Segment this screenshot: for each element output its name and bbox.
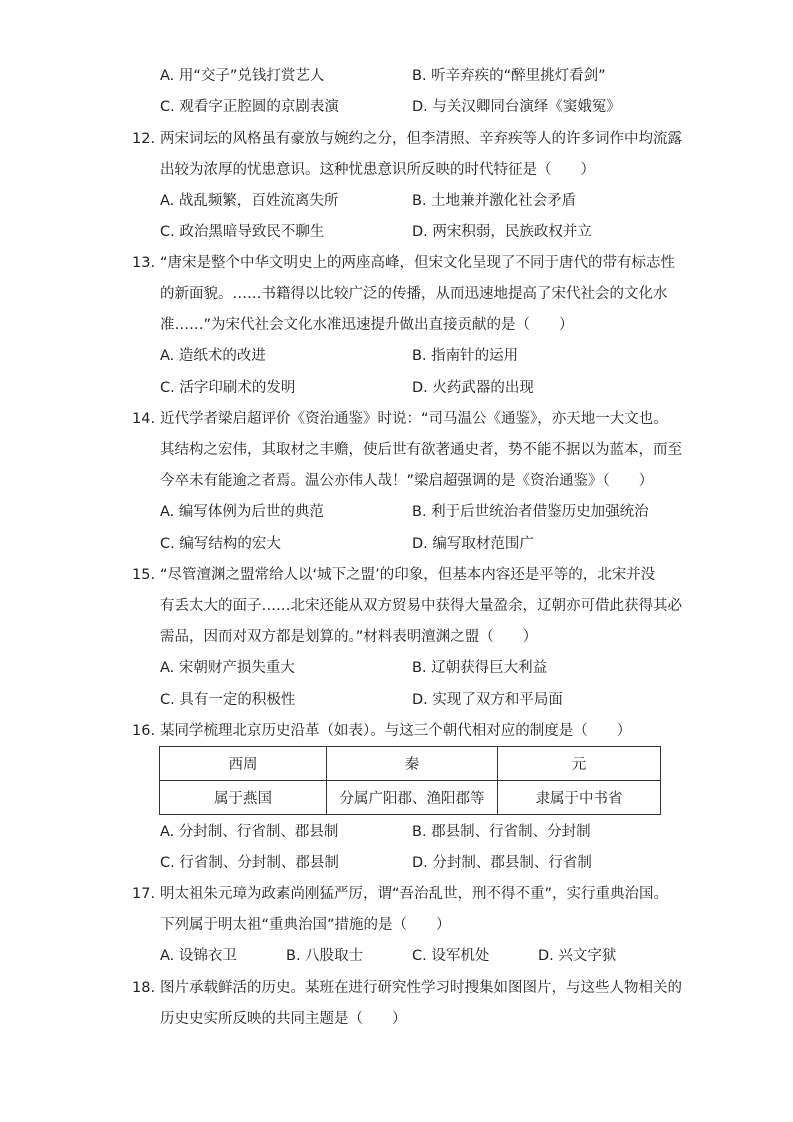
q11-option-a: A. 用“交子”兑钱打赏艺人	[160, 68, 325, 84]
q12-number: 12.	[132, 131, 156, 147]
q12-option-a: A. 战乱频繁，百姓流离失所	[160, 193, 339, 209]
table-cell: 隶属于中书省	[498, 781, 661, 815]
q11-option-b: B. 听辛弃疾的“醉里挑灯看剑”	[412, 68, 606, 84]
q15-number: 15.	[132, 567, 156, 583]
q17-option-c: C. 设军机处	[412, 948, 490, 964]
q17-option-a: A. 设锦衣卫	[160, 948, 237, 964]
q15-stem-line-2: 有丢太大的面子……北宋还能从双方贸易中获得大量盈余，辽朝亦可借此获得其必	[160, 598, 682, 614]
q14-stem-line-2: 其结构之宏伟，其取材之丰赡，使后世有欲著通史者，势不能不据以为蓝本，而至	[160, 442, 682, 458]
q14-option-d: D. 编写取材范围广	[412, 536, 534, 552]
q12-option-c: C. 政治黑暗导致民不聊生	[160, 224, 325, 240]
q15-stem-line-1: “尽管澶渊之盟常给人以‘城下之盟’的印象，但基本内容还是平等的，北宋并没	[160, 567, 656, 583]
q12-stem-line-1: 两宋词坛的风格虽有豪放与婉约之分，但李清照、辛弃疾等人的许多词作中均流露	[160, 131, 682, 147]
q14-option-b: B. 利于后世统治者借鉴历史加强统治	[412, 504, 649, 520]
q15-option-c: C. 具有一定的积极性	[160, 692, 296, 708]
q13-option-a: A. 造纸术的改进	[160, 348, 266, 364]
q17-number: 17.	[132, 886, 156, 902]
q13-stem-line-2: 的新面貌。……书籍得以比较广泛的传播，从而迅速地提高了宋代社会的文化水	[160, 286, 668, 302]
q13-stem-line-3: 准……”为宋代社会文化水准迅速提升做出直接贡献的是（ ）	[160, 317, 574, 333]
q16-option-a: A. 分封制、行省制、郡县制	[160, 824, 339, 840]
q17-option-b: B. 八股取士	[286, 948, 364, 964]
q16-number: 16.	[132, 723, 156, 739]
q13-option-b: B. 指南针的运用	[412, 348, 519, 364]
q17-stem-line-2: 下列属于明太祖“重典治国”措施的是（ ）	[160, 917, 451, 933]
table-row	[160, 781, 661, 815]
table-cell: 分属广阳郡、渔阳郡等	[327, 781, 498, 815]
q15-option-d: D. 实现了双方和平局面	[412, 692, 563, 708]
table-header-row	[160, 747, 661, 781]
q14-option-c: C. 编写结构的宏大	[160, 536, 281, 552]
q16-option-b: B. 郡县制、行省制、分封制	[412, 824, 591, 840]
q12-stem-line-2: 出较为浓厚的忧患意识。这种忧患意识所反映的时代特征是（ ）	[160, 162, 595, 178]
q15-option-a: A. 宋朝财产损失重大	[160, 660, 295, 676]
q18-stem-line-1: 图片承载鲜活的历史。某班在进行研究性学习时搜集如图图片，与这些人物相关的	[160, 980, 682, 996]
table-header-cell: 秦	[327, 747, 498, 781]
q14-option-a: A. 编写体例为后世的典范	[160, 504, 324, 520]
q15-stem-line-3: 需品，因而对双方都是划算的。”材料表明澶渊之盟（ ）	[160, 629, 538, 645]
table-cell: 属于燕国	[160, 781, 327, 815]
q16-option-c: C. 行省制、分封制、郡县制	[160, 855, 339, 871]
q14-stem-line-1: 近代学者梁启超评价《资治通鉴》时说：“司马温公《通鉴》，亦天地一大文也。	[160, 411, 668, 427]
q12-option-b: B. 土地兼并激化社会矛盾	[412, 193, 577, 209]
q15-option-b: B. 辽朝获得巨大利益	[412, 660, 548, 676]
q16-stem-line-1: 某同学梳理北京历史沿革（如表）。与这三个朝代相对应的制度是（ ）	[160, 723, 632, 739]
q13-option-d: D. 火药武器的出现	[412, 380, 534, 396]
q13-number: 13.	[132, 255, 156, 271]
q13-option-c: C. 活字印刷术的发明	[160, 380, 296, 396]
q14-stem-line-3: 今卒未有能逾之者焉。温公亦伟人哉！”梁启超强调的是《资治通鉴》（ ）	[160, 473, 654, 489]
q16-option-d: D. 分封制、郡县制、行省制	[412, 855, 592, 871]
q14-number: 14.	[132, 411, 156, 427]
q18-number: 18.	[132, 980, 156, 996]
table-header-cell: 西周	[160, 747, 327, 781]
q17-option-d: D. 兴文字狱	[538, 948, 617, 964]
q11-option-c: C. 观看字正腔圆的京剧表演	[160, 99, 339, 115]
q11-option-d: D. 与关汉卿同台演绎《窦娥冤》	[412, 99, 621, 115]
q13-stem-line-1: “唐宋是整个中华文明史上的两座高峰，但宋文化呈现了不同于唐代的带有标志性	[160, 255, 676, 271]
table-header-cell: 元	[498, 747, 661, 781]
history-table	[159, 746, 661, 815]
q18-stem-line-2: 历史史实所反映的共同主题是（ ）	[160, 1011, 407, 1027]
q17-stem-line-1: 明太祖朱元璋为政素尚刚猛严厉，谓“吾治乱世，刑不得不重”，实行重典治国。	[160, 886, 669, 902]
q12-option-d: D. 两宋积弱，民族政权并立	[412, 224, 592, 240]
